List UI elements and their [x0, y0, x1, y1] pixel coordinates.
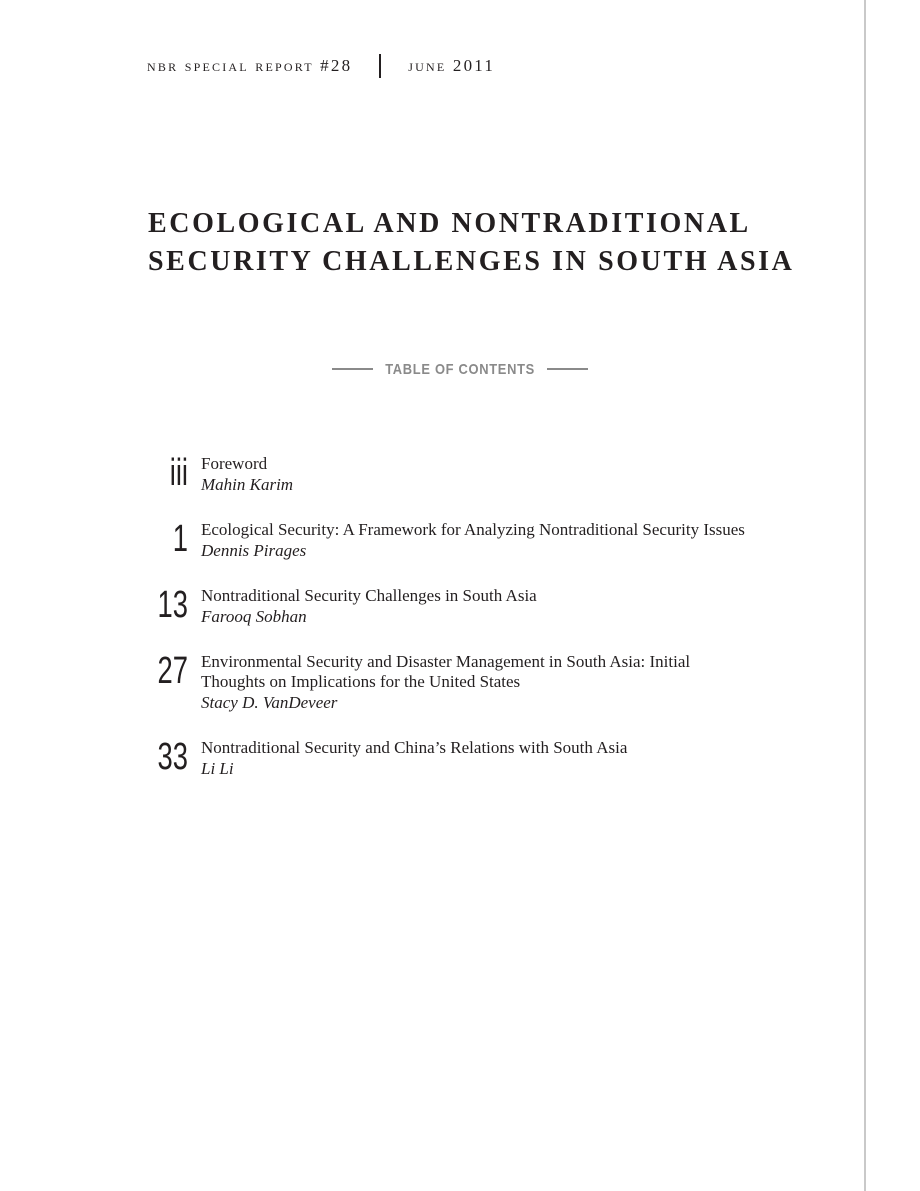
report-series: nbr special report #28 — [147, 56, 353, 75]
header-divider — [379, 54, 381, 78]
toc-entry-title-line-2[interactable]: Thoughts on Implications for the United States — [201, 672, 521, 691]
report-date: june 2011 — [408, 56, 496, 75]
toc-entry-ecological-security[interactable] — [140, 518, 840, 562]
toc-entry-text — [201, 452, 293, 496]
toc-page-number: 33 — [157, 736, 188, 778]
toc-entry-nontraditional-security-challenges[interactable] — [140, 584, 840, 628]
toc-heading-rule-left — [332, 368, 373, 370]
toc-entry-text — [201, 518, 745, 562]
toc-entry-environmental-security[interactable] — [140, 650, 840, 714]
toc-entry-title[interactable]: Foreword — [201, 454, 268, 473]
toc-page-number: 13 — [157, 584, 188, 626]
toc-entry-title[interactable]: Nontraditional Security and China’s Relations with South Asia — [201, 738, 628, 757]
toc-entry-china-relations[interactable] — [140, 736, 840, 780]
toc-entry-author: Farooq Sobhan — [201, 607, 307, 626]
toc-entry-text — [201, 584, 537, 628]
toc-entry-text — [201, 736, 627, 780]
toc-entry-title-line-1[interactable]: Environmental Security and Disaster Management in South Asia: Initial — [201, 652, 691, 671]
report-title-line-1: ECOLOGICAL AND NONTRADITIONAL — [148, 208, 751, 239]
running-header — [147, 52, 495, 80]
toc-heading — [332, 357, 588, 381]
toc-heading-label: TABLE OF CONTENTS — [385, 360, 535, 378]
toc-entry-title[interactable]: Nontraditional Security Challenges in South Asia — [201, 586, 537, 605]
report-title-line-2: SECURITY CHALLENGES IN SOUTH ASIA — [148, 246, 795, 277]
toc-entry-text — [201, 650, 690, 714]
toc-heading-rule-right — [547, 368, 588, 370]
toc-entry-author: Mahin Karim — [201, 475, 294, 494]
toc-page-number: 1 — [172, 518, 188, 560]
toc-entry-foreword[interactable] — [140, 452, 840, 496]
toc-list — [140, 452, 840, 802]
toc-entry-title[interactable]: Ecological Security: A Framework for Analyzing Nontraditional Security Issues — [201, 520, 745, 539]
page-edge-rule — [864, 0, 866, 1191]
toc-entry-author: Stacy D. VanDeveer — [201, 693, 338, 712]
toc-entry-author: Dennis Pirages — [201, 541, 307, 560]
toc-entry-author: Li Li — [201, 759, 234, 778]
report-title — [148, 205, 848, 281]
toc-page-number: 27 — [157, 650, 188, 692]
toc-page-number: iii — [169, 452, 188, 494]
